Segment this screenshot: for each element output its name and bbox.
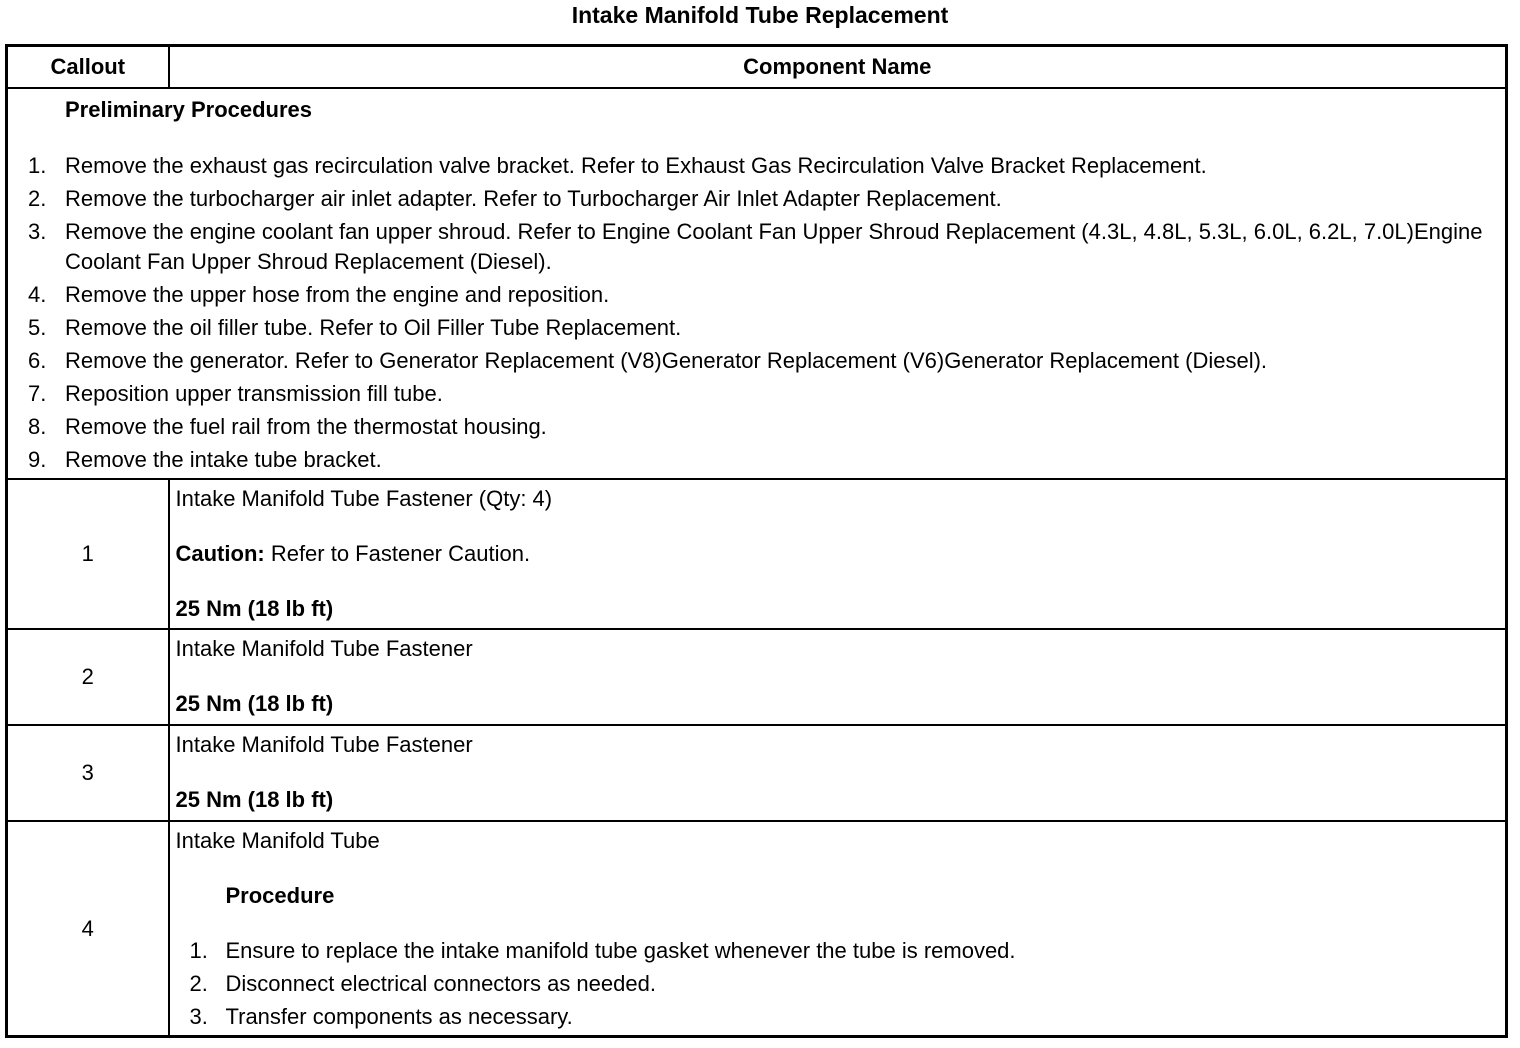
callout-number: 4 <box>7 821 169 1037</box>
list-item <box>8 217 1497 277</box>
procedure-heading: Procedure <box>225 883 335 908</box>
preliminary-row <box>7 88 1507 479</box>
step-number: 2. <box>28 186 47 211</box>
step-number: 9. <box>28 447 47 472</box>
header-row <box>7 46 1507 89</box>
component-cell <box>169 479 1507 629</box>
step-text: Remove the engine coolant fan upper shroud. Refer to Engine Coolant Fan Upper Shroud Replacement (4.3L, 4.8L, 5.3L, 6.0L, 6.2L, 7.0L)Engine Coolant Fan Upper Shroud Replacement (Diesel). <box>65 219 1483 274</box>
page-title: Intake Manifold Tube Replacement <box>571 2 949 28</box>
component-name: Intake Manifold Tube Fastener (Qty: 4) <box>175 486 553 511</box>
step-number: 3. <box>28 219 47 244</box>
list-item <box>8 280 1497 310</box>
torque-spec: 25 Nm (18 lb ft) <box>175 596 334 621</box>
list-item <box>176 936 1500 966</box>
component-cell <box>169 629 1507 725</box>
step-text: Remove the intake tube bracket. <box>65 447 382 472</box>
table-row <box>7 725 1507 821</box>
table-row <box>7 629 1507 725</box>
caution-note <box>176 539 1500 569</box>
list-item <box>8 445 1497 475</box>
component-column-header: Component Name <box>169 46 1507 89</box>
component-name: Intake Manifold Tube Fastener <box>175 732 473 757</box>
component-name: Intake Manifold Tube <box>175 828 380 853</box>
list-item <box>8 313 1497 343</box>
step-text: Disconnect electrical connectors as needed. <box>225 971 656 996</box>
callout-column-header: Callout <box>7 46 169 89</box>
component-cell <box>169 725 1507 821</box>
step-text: Remove the fuel rail from the thermostat housing. <box>65 414 547 439</box>
step-text: Transfer components as necessary. <box>225 1004 573 1029</box>
caution-label: Caution: <box>175 541 265 566</box>
table-row <box>7 821 1507 1037</box>
step-number: 7. <box>28 381 47 406</box>
step-number: 3. <box>189 1004 208 1029</box>
list-item <box>176 1002 1500 1032</box>
callout-number: 2 <box>7 629 169 725</box>
preliminary-heading: Preliminary Procedures <box>65 97 313 122</box>
step-text: Remove the turbocharger air inlet adapter. Refer to Turbocharger Air Inlet Adapter Replacement. <box>65 186 1002 211</box>
step-number: 1. <box>28 153 47 178</box>
component-cell <box>169 821 1507 1037</box>
component-name: Intake Manifold Tube Fastener <box>175 636 473 661</box>
step-text: Ensure to replace the intake manifold tube gasket whenever the tube is removed. <box>225 938 1016 963</box>
step-number: 4. <box>28 282 47 307</box>
step-number: 5. <box>28 315 47 340</box>
list-item <box>8 379 1497 409</box>
step-number: 6. <box>28 348 47 373</box>
procedure-table <box>5 44 1508 1038</box>
step-text: Remove the generator. Refer to Generator Replacement (V8)Generator Replacement (V6)Generator Replacement (Diesel). <box>65 348 1268 373</box>
step-number: 8. <box>28 414 47 439</box>
preliminary-procedures-cell <box>7 88 1507 479</box>
table-row <box>7 479 1507 629</box>
step-text: Remove the oil filler tube. Refer to Oil Filler Tube Replacement. <box>65 315 682 340</box>
list-item <box>8 184 1497 214</box>
procedure-steps-list <box>176 936 1500 1032</box>
step-text: Reposition upper transmission fill tube. <box>65 381 443 406</box>
step-text: Remove the exhaust gas recirculation valve bracket. Refer to Exhaust Gas Recirculation Valve Bracket Replacement. <box>65 153 1207 178</box>
step-text: Remove the upper hose from the engine and reposition. <box>65 282 610 307</box>
list-item <box>8 412 1497 442</box>
torque-spec: 25 Nm (18 lb ft) <box>175 691 334 716</box>
callout-number: 1 <box>7 479 169 629</box>
callout-number: 3 <box>7 725 169 821</box>
torque-spec: 25 Nm (18 lb ft) <box>175 787 334 812</box>
step-number: 1. <box>189 938 208 963</box>
list-item <box>176 969 1500 999</box>
preliminary-steps-list <box>8 151 1497 475</box>
caution-text: Refer to Fastener Caution. <box>264 541 531 566</box>
list-item <box>8 151 1497 181</box>
list-item <box>8 346 1497 376</box>
step-number: 2. <box>189 971 208 996</box>
